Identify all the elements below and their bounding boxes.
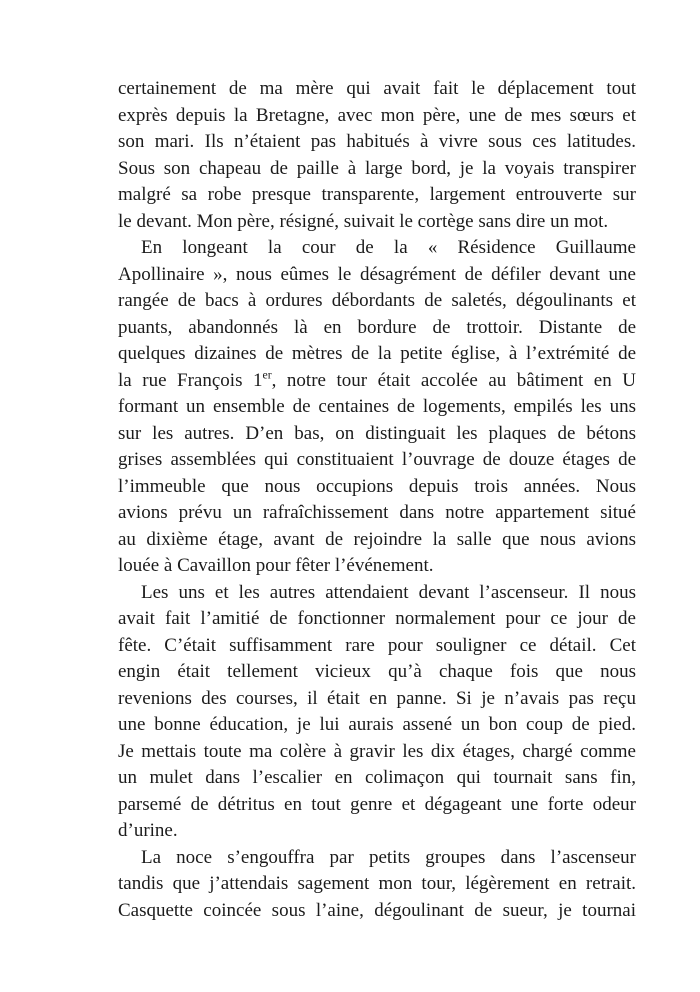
text-line: Je mettais toute ma colère à gravir les dix étages, chargé comme — [118, 740, 636, 762]
text-line: son mari. Ils n’étaient pas habitués à vivre sous ces latitudes. — [118, 131, 636, 152]
text-segment: la rue François 1 — [118, 369, 263, 391]
text-line: quelques dizaines de mètres de la petite église, à l’extrémité de — [118, 343, 636, 364]
text-line: grises assemblées qui constituaient l’ouvrage de douze étages de — [118, 449, 636, 470]
text-line: Apollinaire », nous eûmes le désagrément de défiler devant une — [118, 263, 636, 285]
text-line: au dixième étage, avant de rejoindre la salle que nous avions — [118, 528, 636, 550]
text-block — [118, 76, 636, 924]
text-line: certainement de ma mère qui avait fait le déplacement tout — [118, 78, 636, 99]
text-line: avait fait l’amitié de fonctionner normalement pour ce jour de — [118, 608, 636, 629]
text-line: l’immeuble que nous occupions depuis trois années. Nous — [118, 475, 636, 497]
text-line: le devant. Mon père, résigné, suivait le cortège sans dire un mot. — [118, 210, 609, 232]
text-line: avions prévu un rafraîchissement dans notre appartement situé — [118, 502, 636, 523]
text-line: engin était tellement vicieux qu’à chaque fois que nous — [118, 661, 636, 682]
text-line: sur les autres. D’en bas, on distinguait les plaques de bétons — [118, 422, 636, 444]
text-line: puants, abandonnés là en bordure de trottoir. Distante de — [118, 316, 636, 338]
text-line: exprès depuis la Bretagne, avec mon père, une de mes sœurs et — [118, 104, 636, 126]
text-line — [118, 368, 636, 395]
text-line: parsemé de détritus en tout genre et dégageant une forte odeur — [118, 793, 636, 815]
text-line: La noce s’engouffra par petits groupes dans l’ascenseur — [141, 846, 636, 868]
text-line: Casquette coincée sous l’aine, dégoulinant de sueur, je tournai — [118, 899, 636, 921]
text-line: Sous son chapeau de paille à large bord, je la voyais transpirer — [118, 157, 636, 179]
text-line: une bonne éducation, je lui aurais assené un bon coup de pied. — [118, 714, 636, 735]
text-line: fête. C’était suffisamment rare pour souligner ce détail. Cet — [118, 634, 636, 656]
text-line: un mulet dans l’escalier en colimaçon qui tournait sans fin, — [118, 767, 636, 788]
text-line: d’urine. — [118, 820, 178, 841]
text-line: rangée de bacs à ordures débordants de saletés, dégoulinants et — [118, 290, 636, 311]
ordinal-superscript: er — [262, 368, 272, 382]
text-line: revenions des courses, il était en panne. Si je n’avais pas reçu — [118, 687, 636, 709]
text-line: En longeant la cour de la « Résidence Guillaume — [141, 237, 636, 258]
text-line: malgré sa robe presque transparente, largement entrouverte sur — [118, 184, 636, 205]
text-line: formant un ensemble de centaines de logements, empilés les uns — [118, 396, 636, 417]
text-segment: , notre tour était accolée au bâtiment en U — [271, 369, 636, 391]
text-line: louée à Cavaillon pour fêter l’événement. — [118, 555, 434, 576]
text-line: Les uns et les autres attendaient devant l’ascenseur. Il nous — [141, 581, 636, 603]
text-line: tandis que j’attendais sagement mon tour, légèrement en retrait. — [118, 873, 636, 894]
